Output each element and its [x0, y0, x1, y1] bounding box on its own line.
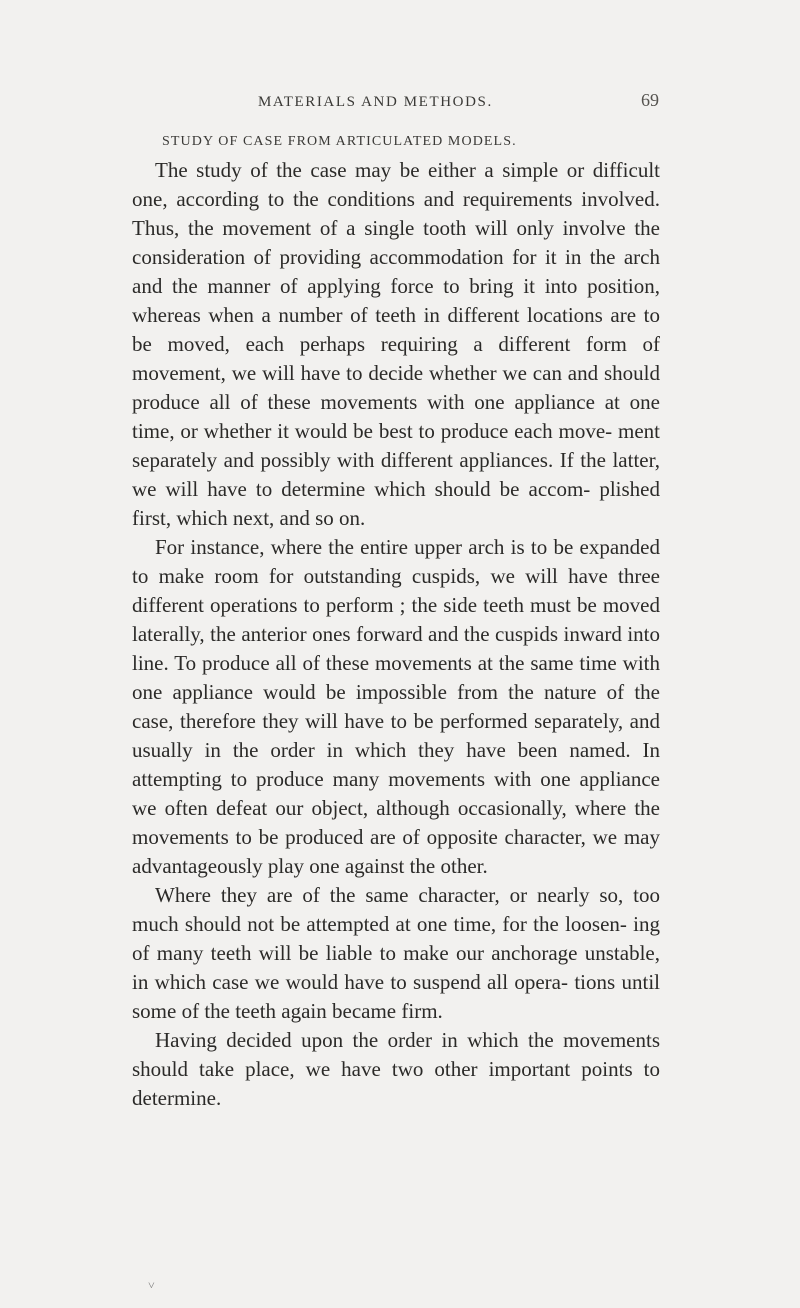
page-number: 69 [641, 90, 659, 110]
running-title: MATERIALS AND METHODS. [258, 94, 493, 110]
paragraph: For instance, where the entire upper arch is to be expanded to make room for outstanding cuspids, we will have three different operations to perform ; the side teeth must be moved laterally, the anterior ones forward and the cuspids inward into line. To produce all of these movements at the same time with one appliance would be impossible from the nature of the case, therefore they will have to be performed separately, and usually in the order in which they have been named. In attempting to produce many movements with one appliance we often defeat our object, although occasionally, where the movements to be produced are of opposite character, we may advantageously play one against the other. [132, 535, 660, 878]
paragraph: Having decided upon the order in which the movements should take place, we have two other important points to determine. [132, 1028, 660, 1110]
paragraph: The study of the case may be either a simple or difficult one, according to the conditions and requirements involved. Thus, the movement of a single tooth will only involve the consideration of providing accommodation for it in the arch and the manner of applying force to bring it into position, whereas when a number of teeth in different locations are to be moved, each perhaps requiring a different form of movement, we will have to decide whether we can and should produce all of these movements with one appliance at one time, or whether it would be best to produce each move- ment separately and possibly with different appliances. If the latter, we will have to determine which should be accom- plished first, which next, and so on. [132, 158, 660, 530]
paper-speck: ˅ [148, 1278, 155, 1292]
body-text [132, 156, 660, 1113]
paragraph: Where they are of the same character, or nearly so, too much should not be attempted at one time, for the loosen- ing of many teeth will be liable to make our anchorage unstable, in which case we would have to suspend all opera- tions until some of the teeth again became firm. [132, 883, 660, 1023]
section-heading: STUDY OF CASE FROM ARTICULATED MODELS. [162, 134, 517, 149]
